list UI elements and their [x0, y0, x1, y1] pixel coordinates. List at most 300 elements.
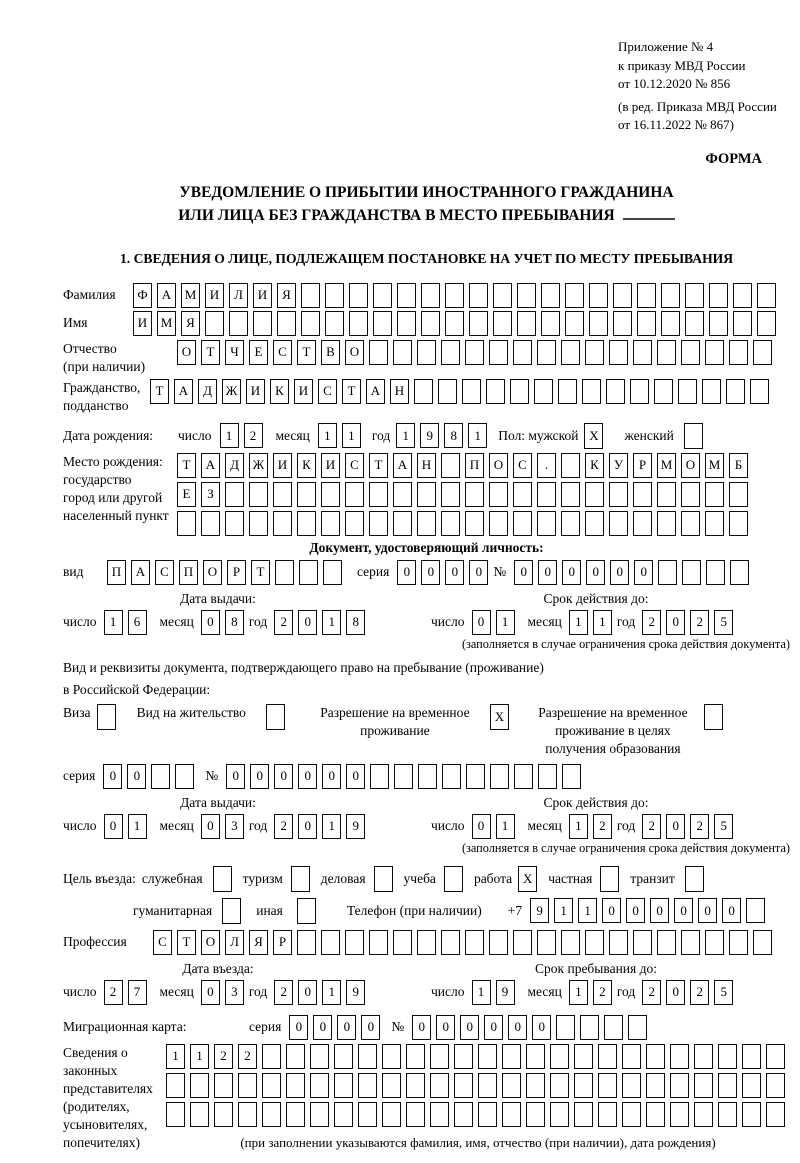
char-cell[interactable]: [513, 511, 532, 536]
char-cell[interactable]: [393, 340, 412, 365]
char-cell[interactable]: [358, 1102, 377, 1127]
char-cell[interactable]: 5: [714, 610, 733, 635]
char-cell[interactable]: [214, 1073, 233, 1098]
char-cell[interactable]: Ч: [225, 340, 244, 365]
char-cell[interactable]: [262, 1102, 281, 1127]
purpose-business-checkbox[interactable]: [213, 866, 232, 892]
char-cell[interactable]: [175, 764, 194, 789]
char-cell[interactable]: [465, 930, 484, 955]
char-cell[interactable]: [190, 1073, 209, 1098]
char-cell[interactable]: 1: [569, 610, 588, 635]
char-cell[interactable]: [394, 764, 413, 789]
char-cell[interactable]: [275, 560, 294, 585]
char-cell[interactable]: [729, 340, 748, 365]
char-cell[interactable]: 0: [514, 560, 533, 585]
char-cell[interactable]: [321, 511, 340, 536]
char-cell[interactable]: 1: [569, 814, 588, 839]
char-cell[interactable]: 2: [104, 980, 123, 1005]
char-cell[interactable]: Л: [229, 283, 248, 308]
char-cell[interactable]: [517, 311, 536, 336]
char-cell[interactable]: [369, 482, 388, 507]
char-cell[interactable]: 0: [610, 560, 629, 585]
char-cell[interactable]: [229, 311, 248, 336]
purpose-transit-checkbox[interactable]: [685, 866, 704, 892]
char-cell[interactable]: [646, 1073, 665, 1098]
purpose-other-checkbox[interactable]: [297, 898, 316, 924]
char-cell[interactable]: [742, 1073, 761, 1098]
char-cell[interactable]: [746, 898, 765, 923]
char-cell[interactable]: [478, 1044, 497, 1069]
char-cell[interactable]: [705, 340, 724, 365]
char-cell[interactable]: П: [107, 560, 126, 585]
char-cell[interactable]: [513, 340, 532, 365]
char-cell[interactable]: [556, 1015, 575, 1040]
char-cell[interactable]: 1: [104, 610, 123, 635]
char-cell[interactable]: 0: [666, 814, 685, 839]
char-cell[interactable]: [489, 482, 508, 507]
char-cell[interactable]: [541, 283, 560, 308]
char-cell[interactable]: [702, 379, 721, 404]
char-cell[interactable]: [558, 379, 577, 404]
char-cell[interactable]: 9: [346, 814, 365, 839]
char-cell[interactable]: [678, 379, 697, 404]
char-cell[interactable]: [205, 311, 224, 336]
char-cell[interactable]: [382, 1073, 401, 1098]
char-cell[interactable]: [441, 511, 460, 536]
char-cell[interactable]: [705, 482, 724, 507]
char-cell[interactable]: [537, 482, 556, 507]
char-cell[interactable]: [613, 283, 632, 308]
char-cell[interactable]: О: [345, 340, 364, 365]
char-cell[interactable]: [489, 930, 508, 955]
char-cell[interactable]: [670, 1073, 689, 1098]
char-cell[interactable]: [709, 311, 728, 336]
char-cell[interactable]: [465, 340, 484, 365]
char-cell[interactable]: [633, 511, 652, 536]
char-cell[interactable]: 1: [220, 423, 239, 448]
char-cell[interactable]: [273, 482, 292, 507]
char-cell[interactable]: [537, 340, 556, 365]
char-cell[interactable]: [646, 1102, 665, 1127]
char-cell[interactable]: 1: [190, 1044, 209, 1069]
male-checkbox[interactable]: X: [584, 423, 603, 449]
char-cell[interactable]: Д: [225, 453, 244, 478]
char-cell[interactable]: И: [294, 379, 313, 404]
char-cell[interactable]: 2: [274, 610, 293, 635]
char-cell[interactable]: Т: [177, 930, 196, 955]
char-cell[interactable]: [718, 1044, 737, 1069]
char-cell[interactable]: П: [179, 560, 198, 585]
char-cell[interactable]: 0: [201, 980, 220, 1005]
char-cell[interactable]: [598, 1073, 617, 1098]
char-cell[interactable]: 1: [472, 980, 491, 1005]
char-cell[interactable]: [646, 1044, 665, 1069]
char-cell[interactable]: 9: [496, 980, 515, 1005]
char-cell[interactable]: Л: [225, 930, 244, 955]
char-cell[interactable]: 0: [397, 560, 416, 585]
char-cell[interactable]: С: [155, 560, 174, 585]
char-cell[interactable]: 0: [650, 898, 669, 923]
char-cell[interactable]: [466, 764, 485, 789]
char-cell[interactable]: Я: [277, 283, 296, 308]
char-cell[interactable]: Т: [297, 340, 316, 365]
char-cell[interactable]: [310, 1073, 329, 1098]
char-cell[interactable]: [681, 511, 700, 536]
char-cell[interactable]: 0: [532, 1015, 551, 1040]
char-cell[interactable]: [585, 482, 604, 507]
char-cell[interactable]: [370, 764, 389, 789]
char-cell[interactable]: [514, 764, 533, 789]
char-cell[interactable]: [445, 311, 464, 336]
char-cell[interactable]: 0: [666, 980, 685, 1005]
char-cell[interactable]: [297, 511, 316, 536]
char-cell[interactable]: [441, 453, 460, 478]
char-cell[interactable]: 0: [322, 764, 341, 789]
char-cell[interactable]: [742, 1044, 761, 1069]
char-cell[interactable]: [565, 311, 584, 336]
char-cell[interactable]: [334, 1044, 353, 1069]
char-cell[interactable]: 0: [436, 1015, 455, 1040]
char-cell[interactable]: 5: [714, 980, 733, 1005]
char-cell[interactable]: [486, 379, 505, 404]
char-cell[interactable]: Н: [417, 453, 436, 478]
char-cell[interactable]: [489, 511, 508, 536]
char-cell[interactable]: К: [270, 379, 289, 404]
char-cell[interactable]: [561, 930, 580, 955]
char-cell[interactable]: [286, 1102, 305, 1127]
char-cell[interactable]: [670, 1102, 689, 1127]
char-cell[interactable]: З: [201, 482, 220, 507]
char-cell[interactable]: [585, 340, 604, 365]
char-cell[interactable]: И: [273, 453, 292, 478]
char-cell[interactable]: 1: [396, 423, 415, 448]
char-cell[interactable]: [694, 1044, 713, 1069]
char-cell[interactable]: [706, 560, 725, 585]
char-cell[interactable]: 0: [289, 1015, 308, 1040]
temp-residence-education-checkbox[interactable]: [704, 704, 723, 730]
char-cell[interactable]: [334, 1102, 353, 1127]
char-cell[interactable]: [633, 340, 652, 365]
char-cell[interactable]: [580, 1015, 599, 1040]
char-cell[interactable]: [469, 283, 488, 308]
char-cell[interactable]: [757, 283, 776, 308]
char-cell[interactable]: И: [205, 283, 224, 308]
char-cell[interactable]: 0: [298, 980, 317, 1005]
char-cell[interactable]: [299, 560, 318, 585]
char-cell[interactable]: 8: [444, 423, 463, 448]
char-cell[interactable]: 0: [634, 560, 653, 585]
char-cell[interactable]: Т: [201, 340, 220, 365]
char-cell[interactable]: Ж: [249, 453, 268, 478]
char-cell[interactable]: [253, 311, 272, 336]
char-cell[interactable]: [177, 511, 196, 536]
char-cell[interactable]: 0: [469, 560, 488, 585]
char-cell[interactable]: [654, 379, 673, 404]
char-cell[interactable]: 0: [298, 764, 317, 789]
char-cell[interactable]: [598, 1102, 617, 1127]
char-cell[interactable]: 0: [586, 560, 605, 585]
char-cell[interactable]: [238, 1102, 257, 1127]
char-cell[interactable]: 1: [322, 610, 341, 635]
char-cell[interactable]: 8: [225, 610, 244, 635]
char-cell[interactable]: К: [297, 453, 316, 478]
char-cell[interactable]: [526, 1044, 545, 1069]
char-cell[interactable]: 0: [472, 610, 491, 635]
char-cell[interactable]: [750, 379, 769, 404]
char-cell[interactable]: [462, 379, 481, 404]
char-cell[interactable]: [321, 482, 340, 507]
char-cell[interactable]: [757, 311, 776, 336]
char-cell[interactable]: [637, 311, 656, 336]
char-cell[interactable]: [393, 511, 412, 536]
char-cell[interactable]: [582, 379, 601, 404]
char-cell[interactable]: [694, 1102, 713, 1127]
char-cell[interactable]: [766, 1073, 785, 1098]
char-cell[interactable]: [406, 1044, 425, 1069]
char-cell[interactable]: [681, 482, 700, 507]
char-cell[interactable]: [606, 379, 625, 404]
char-cell[interactable]: О: [203, 560, 222, 585]
char-cell[interactable]: [406, 1102, 425, 1127]
char-cell[interactable]: [622, 1102, 641, 1127]
char-cell[interactable]: [441, 482, 460, 507]
char-cell[interactable]: [418, 764, 437, 789]
char-cell[interactable]: [373, 311, 392, 336]
char-cell[interactable]: [541, 311, 560, 336]
char-cell[interactable]: С: [153, 930, 172, 955]
char-cell[interactable]: 0: [421, 560, 440, 585]
char-cell[interactable]: 6: [128, 610, 147, 635]
char-cell[interactable]: [421, 311, 440, 336]
char-cell[interactable]: [393, 482, 412, 507]
char-cell[interactable]: [249, 482, 268, 507]
char-cell[interactable]: 0: [346, 764, 365, 789]
char-cell[interactable]: 1: [318, 423, 337, 448]
char-cell[interactable]: 0: [127, 764, 146, 789]
char-cell[interactable]: 9: [420, 423, 439, 448]
char-cell[interactable]: [709, 283, 728, 308]
char-cell[interactable]: [397, 283, 416, 308]
char-cell[interactable]: [301, 283, 320, 308]
char-cell[interactable]: [417, 340, 436, 365]
char-cell[interactable]: 2: [593, 980, 612, 1005]
char-cell[interactable]: [561, 511, 580, 536]
char-cell[interactable]: [478, 1102, 497, 1127]
char-cell[interactable]: [628, 1015, 647, 1040]
char-cell[interactable]: [469, 311, 488, 336]
char-cell[interactable]: [438, 379, 457, 404]
char-cell[interactable]: 1: [496, 814, 515, 839]
char-cell[interactable]: А: [157, 283, 176, 308]
char-cell[interactable]: 1: [554, 898, 573, 923]
char-cell[interactable]: [670, 1044, 689, 1069]
char-cell[interactable]: [537, 511, 556, 536]
char-cell[interactable]: 9: [530, 898, 549, 923]
char-cell[interactable]: [753, 340, 772, 365]
char-cell[interactable]: Р: [633, 453, 652, 478]
char-cell[interactable]: [297, 482, 316, 507]
char-cell[interactable]: [345, 511, 364, 536]
char-cell[interactable]: [657, 482, 676, 507]
char-cell[interactable]: М: [657, 453, 676, 478]
char-cell[interactable]: И: [133, 311, 152, 336]
char-cell[interactable]: [286, 1044, 305, 1069]
char-cell[interactable]: К: [585, 453, 604, 478]
char-cell[interactable]: [369, 930, 388, 955]
char-cell[interactable]: [661, 283, 680, 308]
char-cell[interactable]: 1: [578, 898, 597, 923]
char-cell[interactable]: 2: [593, 814, 612, 839]
char-cell[interactable]: [273, 511, 292, 536]
char-cell[interactable]: [262, 1073, 281, 1098]
char-cell[interactable]: [490, 764, 509, 789]
char-cell[interactable]: М: [705, 453, 724, 478]
residence-permit-checkbox[interactable]: [266, 704, 285, 730]
char-cell[interactable]: [574, 1102, 593, 1127]
char-cell[interactable]: У: [609, 453, 628, 478]
char-cell[interactable]: [685, 311, 704, 336]
char-cell[interactable]: [225, 482, 244, 507]
char-cell[interactable]: Б: [729, 453, 748, 478]
char-cell[interactable]: [417, 482, 436, 507]
visa-checkbox[interactable]: [97, 704, 116, 730]
char-cell[interactable]: 0: [472, 814, 491, 839]
char-cell[interactable]: 0: [298, 814, 317, 839]
char-cell[interactable]: 2: [690, 814, 709, 839]
char-cell[interactable]: [637, 283, 656, 308]
char-cell[interactable]: [526, 1102, 545, 1127]
char-cell[interactable]: [297, 930, 316, 955]
char-cell[interactable]: [561, 340, 580, 365]
char-cell[interactable]: [454, 1044, 473, 1069]
purpose-commercial-checkbox[interactable]: [374, 866, 393, 892]
purpose-work-checkbox[interactable]: X: [518, 866, 537, 892]
char-cell[interactable]: [349, 283, 368, 308]
char-cell[interactable]: [613, 311, 632, 336]
char-cell[interactable]: [550, 1044, 569, 1069]
char-cell[interactable]: [325, 311, 344, 336]
char-cell[interactable]: [301, 311, 320, 336]
temp-residence-checkbox[interactable]: X: [490, 704, 509, 730]
char-cell[interactable]: [502, 1044, 521, 1069]
char-cell[interactable]: [369, 511, 388, 536]
purpose-tourism-checkbox[interactable]: [291, 866, 310, 892]
char-cell[interactable]: Т: [342, 379, 361, 404]
char-cell[interactable]: [622, 1073, 641, 1098]
char-cell[interactable]: 0: [602, 898, 621, 923]
char-cell[interactable]: 8: [346, 610, 365, 635]
char-cell[interactable]: [493, 283, 512, 308]
char-cell[interactable]: [513, 482, 532, 507]
char-cell[interactable]: [441, 930, 460, 955]
char-cell[interactable]: [729, 482, 748, 507]
char-cell[interactable]: [604, 1015, 623, 1040]
char-cell[interactable]: А: [131, 560, 150, 585]
char-cell[interactable]: [657, 340, 676, 365]
purpose-private-checkbox[interactable]: [600, 866, 619, 892]
char-cell[interactable]: [550, 1073, 569, 1098]
char-cell[interactable]: [633, 930, 652, 955]
char-cell[interactable]: [574, 1044, 593, 1069]
char-cell[interactable]: [718, 1073, 737, 1098]
char-cell[interactable]: [430, 1044, 449, 1069]
char-cell[interactable]: [730, 560, 749, 585]
char-cell[interactable]: 0: [460, 1015, 479, 1040]
char-cell[interactable]: [585, 930, 604, 955]
char-cell[interactable]: 0: [250, 764, 269, 789]
char-cell[interactable]: Н: [390, 379, 409, 404]
char-cell[interactable]: 0: [201, 814, 220, 839]
char-cell[interactable]: [166, 1102, 185, 1127]
char-cell[interactable]: 2: [238, 1044, 257, 1069]
char-cell[interactable]: [286, 1073, 305, 1098]
char-cell[interactable]: [513, 930, 532, 955]
char-cell[interactable]: [421, 283, 440, 308]
char-cell[interactable]: О: [201, 930, 220, 955]
char-cell[interactable]: А: [201, 453, 220, 478]
char-cell[interactable]: 0: [538, 560, 557, 585]
char-cell[interactable]: [262, 1044, 281, 1069]
char-cell[interactable]: [633, 482, 652, 507]
char-cell[interactable]: 1: [468, 423, 487, 448]
char-cell[interactable]: И: [253, 283, 272, 308]
char-cell[interactable]: Е: [249, 340, 268, 365]
char-cell[interactable]: Т: [150, 379, 169, 404]
char-cell[interactable]: С: [345, 453, 364, 478]
char-cell[interactable]: [442, 764, 461, 789]
char-cell[interactable]: [609, 511, 628, 536]
char-cell[interactable]: 9: [346, 980, 365, 1005]
char-cell[interactable]: [151, 764, 170, 789]
char-cell[interactable]: [334, 1073, 353, 1098]
char-cell[interactable]: [733, 283, 752, 308]
char-cell[interactable]: С: [513, 453, 532, 478]
char-cell[interactable]: [682, 560, 701, 585]
char-cell[interactable]: Т: [177, 453, 196, 478]
char-cell[interactable]: А: [174, 379, 193, 404]
char-cell[interactable]: [454, 1073, 473, 1098]
char-cell[interactable]: 2: [642, 980, 661, 1005]
char-cell[interactable]: [478, 1073, 497, 1098]
char-cell[interactable]: [630, 379, 649, 404]
char-cell[interactable]: П: [465, 453, 484, 478]
char-cell[interactable]: [325, 283, 344, 308]
char-cell[interactable]: 0: [361, 1015, 380, 1040]
char-cell[interactable]: [718, 1102, 737, 1127]
char-cell[interactable]: [321, 930, 340, 955]
char-cell[interactable]: 1: [496, 610, 515, 635]
char-cell[interactable]: [201, 511, 220, 536]
char-cell[interactable]: [249, 511, 268, 536]
char-cell[interactable]: [323, 560, 342, 585]
char-cell[interactable]: [609, 340, 628, 365]
char-cell[interactable]: Ж: [222, 379, 241, 404]
char-cell[interactable]: [214, 1102, 233, 1127]
char-cell[interactable]: 1: [322, 980, 341, 1005]
char-cell[interactable]: 2: [642, 814, 661, 839]
char-cell[interactable]: 0: [562, 560, 581, 585]
char-cell[interactable]: [349, 311, 368, 336]
char-cell[interactable]: [766, 1044, 785, 1069]
char-cell[interactable]: [345, 482, 364, 507]
char-cell[interactable]: [502, 1073, 521, 1098]
char-cell[interactable]: 3: [225, 814, 244, 839]
char-cell[interactable]: 1: [342, 423, 361, 448]
char-cell[interactable]: [510, 379, 529, 404]
char-cell[interactable]: 1: [128, 814, 147, 839]
char-cell[interactable]: .: [537, 453, 556, 478]
char-cell[interactable]: [766, 1102, 785, 1127]
